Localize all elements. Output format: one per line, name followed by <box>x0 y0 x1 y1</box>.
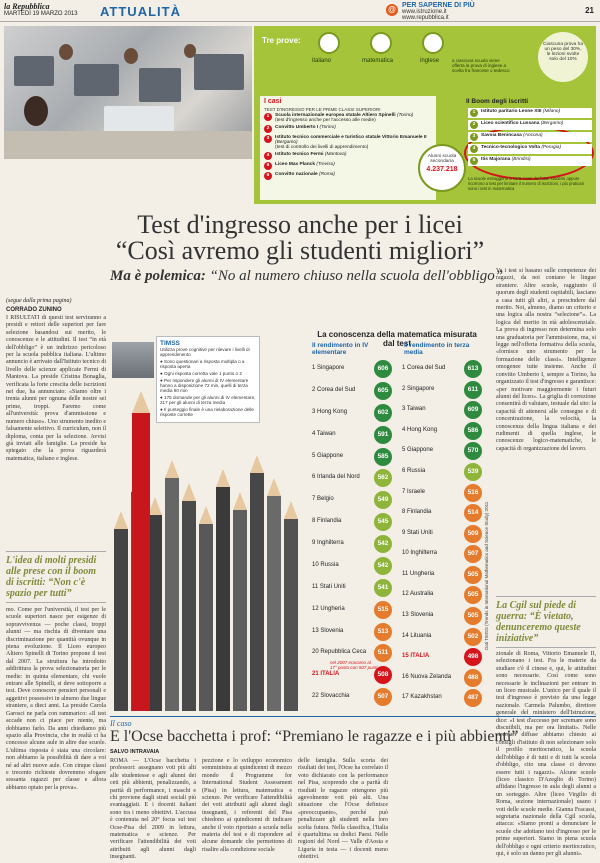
pencil-tip <box>114 511 128 529</box>
quote-box <box>6 551 106 603</box>
caso-note: (test d'ingresso anche per l'accesso alle medie) <box>275 118 376 123</box>
boom-number: 4 <box>470 145 478 153</box>
chart-score: 505 <box>464 566 482 584</box>
chart-score: 591 <box>374 426 392 444</box>
chart-score: 570 <box>464 442 482 460</box>
chart-left-list <box>312 360 394 710</box>
pencil-tip <box>267 478 281 496</box>
article-body-4: zionale di Roma, Vittorio Emanuele II, selezionano i test. Fra le materie da studiare c'è il cinese e, qui, le attitudini sono necessarie. Così come sono necessarie le inclinazioni per entrare in un liceo musicale. L'unico per il quale il test d'ingresso è previsto da una legge nazionale. Carmela Palumbo, direttore generale del ministero dell'Istruzione, dice: «I test d'accesso per scremare sono discutibili, ma per ora limitati». Nelle circolari diffuse abbiamo chiesto ai consigli d'istituto di non selezionare solo il profilo meritocratico, la scuola dell'obbligo è di tutti e di tutti la scuola d'obbligo, cito una classe ci devono essere tutti i ragazzi». Alcune scuole (liceo classico D'Azeglio di Torino) affidano l'ingresso in aula degli alunni a un sorteggio. Altre (liceo Virgilio di Roma, sezione internazionale) usano i voti delle scuole medie. Gianna Fracassi, segretaria nazionale della Cgil scuola, attacca: «Siamo pronti a denunciare le scuole che adottano test d'ingresso per le prime superiori. Siamo in piena scuola dell'obbligo e ogni criterio meritocratico, qui, è solo un danno per gli alunni». <box>496 651 596 857</box>
chart-score: 507 <box>374 688 392 706</box>
chart-row-label: 20 Repubblica Ceca <box>312 649 367 656</box>
pencil <box>216 469 230 711</box>
chart-row-label: 13 Slovenia <box>312 627 344 634</box>
caso-note: (test di controllo dei livelli di apprendimento) <box>275 145 369 150</box>
caso-item <box>260 151 436 161</box>
boom-text <box>481 133 543 141</box>
chart-row-label: 3 Taiwan <box>402 406 426 413</box>
caso-item <box>260 134 436 151</box>
subject-inglese: inglese <box>420 58 440 64</box>
chart-row-label: 3 Hong Kong <box>312 408 348 415</box>
chart-score: 549 <box>374 491 392 509</box>
subject-matematica: matematica <box>362 58 394 64</box>
chart-row-label: 15 ITALIA <box>402 653 430 660</box>
chart-row-label: 12 Australia <box>402 591 434 598</box>
chart-row-label: 8 Finlandia <box>402 509 432 516</box>
pencil <box>250 455 264 711</box>
boom-item <box>468 144 592 154</box>
caso-place: (Mantova) <box>324 152 347 157</box>
timss-item: ● Sono questionari a risposta multipla o a risposta aperta <box>160 359 245 369</box>
chart-score: 602 <box>374 404 392 422</box>
exam-photo <box>112 342 154 378</box>
pencil <box>182 483 196 711</box>
boom-text <box>481 145 561 153</box>
chart-row-label: 6 Russia <box>402 467 426 474</box>
info-link-repubblica[interactable]: www.repubblica.it <box>402 15 449 21</box>
chart-score: 515 <box>374 601 392 619</box>
chart-row-label: 11 Ungheria <box>402 570 435 577</box>
pencil-tip <box>199 506 213 524</box>
caso-item <box>260 161 436 171</box>
boom-name: Savoia Benincasa <box>481 133 524 138</box>
classroom-photo <box>4 26 252 159</box>
pencil <box>199 506 213 711</box>
pencils-illustration <box>110 336 310 711</box>
caso-name: Scuola internazionale europea statale Altiero Spinelli <box>275 113 397 118</box>
chart-score: 611 <box>464 381 482 399</box>
caso-place: (Roma) <box>318 172 335 177</box>
italy-2007-note: nel 2007 eravamo al 17° posto con 507 punti <box>330 660 378 670</box>
chart-score: 502 <box>464 628 482 646</box>
chart-row-label: 10 Russia <box>312 561 339 568</box>
pencil-tip <box>250 455 264 473</box>
caso-number: 4 <box>264 152 272 160</box>
pencil <box>165 460 179 711</box>
boom-number: 3 <box>470 133 478 141</box>
chart-row-label: 5 Giappone <box>402 447 434 454</box>
caso-place: (Treviso) <box>316 162 335 167</box>
chart-row-label: 4 Taiwan <box>312 430 336 437</box>
chart-score: 488 <box>464 669 482 687</box>
chart-left-header: Il rendimento in IV elementare <box>312 342 369 356</box>
alunni-label: Alunni scuola secondaria <box>427 154 457 164</box>
il-caso-kicker: Il caso <box>110 716 596 728</box>
cgil-box-title: La Cgil sul piede di guerra: “È vietato, denunceremo queste iniziative” <box>496 600 581 644</box>
timss-item: ● Ogni risposta corretta vale 1 punto o 2 <box>160 371 242 376</box>
timss-item: ● Per rispondere gli alunni di IV elementare hanno a disposizione 72 min, quelli di terza media 90 min <box>160 378 249 393</box>
red-pencil <box>132 391 150 711</box>
chart-score: 541 <box>374 579 392 597</box>
article-subtitle <box>110 268 510 285</box>
boom-place: (Bergamo) <box>540 121 564 126</box>
il-caso-article <box>110 716 596 863</box>
cgil-box <box>496 596 596 648</box>
page-number: 21 <box>585 6 594 15</box>
boom-text <box>481 121 563 129</box>
chart-score: 542 <box>374 535 392 553</box>
caso-number: 5 <box>264 162 272 170</box>
boom-place: (Ancona) <box>523 133 543 138</box>
casi-list <box>260 112 436 181</box>
chart-score: 542 <box>374 557 392 575</box>
math-ranking-chart <box>312 330 482 715</box>
chart-row-label: 9 Stati Uniti <box>402 529 433 536</box>
chart-source: Dati TIMSS (Trends in International Mathematics and Science Study) 2011 <box>484 501 489 650</box>
alunni-value: 4.237.218 <box>426 166 458 173</box>
caso-text <box>275 135 432 150</box>
chart-right-list <box>402 360 484 710</box>
caso-text <box>275 113 413 123</box>
article-title-line1: Test d'ingresso anche per i licei <box>137 210 463 239</box>
boom-list <box>468 108 592 168</box>
chart-score: 586 <box>464 422 482 440</box>
chart-score: 509 <box>464 525 482 543</box>
chart-row-label: 7 Israele <box>402 488 426 495</box>
chart-row-label: 1 Singapore <box>312 365 345 371</box>
article-body-3: Ve i test si basano sulle competenze dei ragazzi, da noi contano le lingue straniere. Altre scuole, raggiunto il quorum degli studenti ospitabili, lasciano a casa tutti gli altri, a prescindere dal merito. Noi, almeno, diamo un criterio e una logica alla nostra “selezione”». La logica del merito in età adolescenziale. La prova di ingresso non determina solo una graduatoria per l'ammissione, ma, si legge nell'offerta formativa della scuola, «fornisce uno strumento per la formazione delle classi». Intelligenze omogenee tutte insieme. Anche il convitto Umberto I, sempre a Torino, ha organizzato il test d'ingresso e garantisce: «per motivare maggiormente i futuri alunni del liceo». La griglia di correzione consentirà di valutare, testuale dal sito: la capacità di attenersi alle consegne e di concentrazione, la velocità, la conoscenza della lingua italiana e dei rudimenti di quella inglese, le conoscenze logico-matematiche, le capacità di organizzazione del lavoro. <box>496 268 596 452</box>
timss-desc: Utilizza prove cognitive per rilevare i livelli di apprendimento <box>160 347 250 357</box>
boom-place: (Milano) <box>542 109 561 114</box>
casi-title: I casi <box>264 98 282 105</box>
caso-name: Istituto tecnico Fermi <box>275 152 325 157</box>
pencil-tip <box>182 483 196 501</box>
test-infographic <box>254 26 596 204</box>
boom-item <box>468 108 592 118</box>
chart-title: La conoscenza della matematica misurata dal test <box>317 330 477 348</box>
pencil-tip <box>216 469 230 487</box>
chart-row-label: 8 Finlandia <box>312 518 342 525</box>
boom-number: 2 <box>470 121 478 129</box>
caso-number: 6 <box>264 172 272 180</box>
boom-note: La scuole estraggono a sorte nomi dei futuri studenti oppure ricorrono a test per limitare il numero di iscrizioni, i più praticati sono i test in matematica <box>468 176 584 191</box>
pencil-tip <box>233 492 247 510</box>
chart-score: 498 <box>464 648 482 666</box>
boom-name: Liceo scientifico Lussana <box>481 121 541 126</box>
info-links <box>402 2 475 21</box>
article-title <box>110 212 490 264</box>
info-link-istruzione[interactable]: www.istruzione.it <box>402 9 447 15</box>
chart-row-label: 12 Ungheria <box>312 605 345 612</box>
chart-score: 508 <box>374 666 392 684</box>
boom-item <box>468 120 592 130</box>
caso-text <box>275 125 336 133</box>
chart-score: 539 <box>464 463 482 481</box>
caso-number: 3 <box>264 135 272 143</box>
pencil <box>233 492 247 711</box>
timss-box <box>156 336 260 423</box>
chart-score: 513 <box>374 623 392 641</box>
caso-place: (Bergamo) <box>275 140 298 145</box>
article-body-1: I RISULTATI di questi test serviranno a presidi e rettori delle superiori per fare selezione basandosi sui merito, le conoscenze e le attitudini. Il test “in età dell'obbligo” è un indirizzo pericoloso per la scuola pubblica italiana. L'ultimo annuncio è arrivato dall'Istituto tecnico di livello delle scienze applicate Fermi di Mantova. La preside Cristina Bonaglia, verificata la forte crescita delle iscrizioni nei due, ha annunciato: «Siamo oltre i trenta alunni per ognuna delle nostre sei prime, troppi. Faremo come all'università: prova d'ammissione e numero chiuso». Uno strumento inedito e falsamente selettivo. Il curriculum, non il diploma, conta per la selezione. Avvisi già inviati alle famiglie. La preside ha spiegato che la prova riguarderà matematica, italiano e inglese. <box>6 315 106 462</box>
subtitle-quote: “No al numero chiuso nella scuola dell'obbligo” <box>209 268 504 284</box>
weight-note: Ciascuna prova ha un peso del 30%, le lezioni svolte solo del 10% <box>538 32 588 82</box>
caso-place: (Torino) <box>396 113 414 118</box>
chart-score: 606 <box>374 360 392 378</box>
caso-item <box>260 124 436 134</box>
chart-row-label: 14 Lituania <box>402 632 432 639</box>
caso-place: (Torino) <box>319 125 336 130</box>
caso-name: Istituto tecnico commerciale e turistico statale Vittorio Emanuele II <box>275 135 427 140</box>
pencil <box>284 501 298 711</box>
quote-box-title: L'idea di molti presidi alle prese con il boom di iscritti: “Non c'è spazio per tutti” <box>6 555 97 599</box>
chart-row-label: 2 Corea del Sud <box>312 386 356 393</box>
caso-number: 1 <box>264 113 272 121</box>
il-caso-body-3: delle famiglia. Sulla scorta dei risultati dei test, l'Ocse ha correlato il voto dichiarato con la performance nel Pisa, scoprendo che a parità di risultati le ragazze ottengono più agevolmente voti più alti. Una situazione che l'Ocse definisce «preoccupante», perché può penalizzare gli studenti nella loro scelta futura. Nella classifica, l'Italia è quartultima su dodici Paesi. Nelle regioni del Nord — Valle d'Aosta e Liguria in testa — i docenti meno obiettivi. <box>298 758 388 861</box>
caso-name: Convitto nazionale <box>275 172 319 177</box>
chart-row-label: 22 Slovacchia <box>312 693 350 700</box>
boom-name: Tecnico-tecnologico Volta <box>481 145 542 150</box>
chart-score: 609 <box>464 401 482 419</box>
info-links-title: PER SAPERNE DI PIÙ <box>402 2 475 9</box>
il-caso-title: E l'Ocse bacchetta i prof: “Premiano le ragazze e i più abbienti” <box>110 728 519 745</box>
author: CORRADO ZUNINO <box>6 307 62 313</box>
at-icon: @ <box>386 4 398 16</box>
pencil <box>114 511 128 711</box>
boom-item <box>468 156 592 166</box>
boom-name: Istituto paritario Leone XIII <box>481 109 543 114</box>
alunni-badge <box>418 144 466 192</box>
boom-item <box>468 132 592 142</box>
chart-row-label: 9 Inghilterra <box>312 540 344 546</box>
chart-row-label: 6 Irlanda del Nord <box>312 474 360 481</box>
chart-score: 545 <box>374 513 392 531</box>
chart-score: 511 <box>374 644 392 662</box>
left-column <box>6 298 106 835</box>
boom-place: (Perugia) <box>541 145 562 150</box>
chart-score: 505 <box>464 586 482 604</box>
chart-row-label: 4 Hong Kong <box>402 426 438 433</box>
chart-score: 507 <box>464 545 482 563</box>
pencil <box>267 478 281 711</box>
article-body-2: mo. Come per l'università, il test per le scuole superiori nasce per esigenze di sopravvivenza — poche classi, troppi alunni — ma rischia di diventare una discriminazione per quantità ovunque in piena evoluzione. Il Liceo europeo Altiero Spinelli di Torino propone il test dal 2007. La struttura ha introdotto addirittura la prova selezionatoria per le medie: in quinta elementare, chi vuole entrare alle Spinelli, si deve sottoporre a test. Deve conoscere pensieri personali e aggettivi possessivi in almeno due lingue straniere, a dieci anni. La preside Carola Garosci ne parla con rammarico: «Il test accade non ci piace per niente, ma dobbiamo farlo. Da anni chiediamo più spazio alla Provincia, che in realtà ci ha concesso alcune aule in altre due scuole. L'ultima risposta è stata una circolare: non abbiamo la possibilità di dare a voi né ad altri nuove aule. Con cinque classi e trecento richieste dovremmo sfogare sessanta ragazzi per classe e allora abbiamo optato per la prova». <box>6 607 106 791</box>
timss-item: ● 175 domande per gli alunni di IV elementare, 217 per gli alunni di terza media <box>160 395 256 405</box>
chart-row-label: 1 Corea del Sud <box>402 365 446 371</box>
caso-text <box>275 162 335 170</box>
chart-row-label: 10 Inghilterra <box>402 550 438 557</box>
red-pencil-tip <box>132 391 150 413</box>
chart-score: 613 <box>464 360 482 378</box>
chart-row-label: 11 Stati Uniti <box>312 583 346 590</box>
caso-text <box>275 172 335 180</box>
tre-prove-label: Tre prove: <box>262 36 301 45</box>
inglese-note: a ciascuna scuola viene offerta la prova di inglese a scelta fra francese o tedesco <box>452 58 510 73</box>
newspaper-logo: la Repubblica <box>4 2 50 11</box>
section-name: ATTUALITÀ <box>100 4 181 19</box>
chart-score: 585 <box>374 448 392 466</box>
chart-score: 562 <box>374 469 392 487</box>
chart-row-label: 13 Slovenia <box>402 612 434 619</box>
chart-score: 514 <box>464 504 482 522</box>
calculator-icon <box>370 32 392 54</box>
casi-box <box>260 96 436 200</box>
caso-text <box>275 152 346 160</box>
pencil <box>148 497 162 711</box>
chart-row-label: 7 Belgio <box>312 496 334 503</box>
pencil-tip <box>148 497 162 515</box>
flag-icon <box>422 32 444 54</box>
book-icon <box>318 32 340 54</box>
article-title-line2: “Così avremo gli studenti migliori” <box>115 236 485 265</box>
timss-title: TIMSS <box>160 340 180 347</box>
caso-item <box>260 112 436 124</box>
caso-item <box>260 171 436 181</box>
boom-title: Il Boom degli iscritti <box>466 98 529 105</box>
casi-subtitle: TEST D'INGRESSO PER LE PRIME CLASSI SUPERIORI <box>264 107 381 112</box>
timss-item: ● Il punteggio finale è una rielaborazione delle risposte corrette <box>160 407 254 417</box>
chart-score: 605 <box>374 382 392 400</box>
pencil-tip <box>284 501 298 519</box>
chart-score: 487 <box>464 689 482 707</box>
caso-name: Convitto Umberto I <box>275 125 320 130</box>
boom-place: (Brindisi) <box>511 157 531 162</box>
chart-row-label: 16 Nuova Zelanda <box>402 673 452 680</box>
page-header <box>0 0 600 22</box>
chart-row-label: 17 Kazakhstan <box>402 694 442 701</box>
boom-number: 5 <box>470 157 478 165</box>
subject-italiano: italiano <box>312 58 332 64</box>
il-caso-body-1: ROMA — L'Ocse bacchetta i professori: assegnano voti più alti alle studentesse e agli alunni dei ceti più abbienti, penalizzando, a parità di performance, i maschi e chi proviene dagli strati sociali più svantaggiati. E i docenti italiani sono tra i meno obiettivi. L'accusa è contenuta nel 20° focus sui test Ocse-Pisa del 2009 in lettura, matematica e scienze. Per verificare l'attendibilità dei voti attribuiti agli alunni dagli insegnanti. <box>110 758 196 861</box>
boom-name: Itis Majorana <box>481 157 512 162</box>
timss-items <box>160 359 256 417</box>
issue-date: MARTEDÌ 19 MARZO 2013 <box>4 11 78 17</box>
il-caso-body-2: pezzione e lo sviluppo economico somministra ai quindicenni di mezzo mondo il Programme for International Student Assessment (Pisa) in lettura, matematica e scienze. Per verificare l'attendibilità dei voti attribuiti agli alunni dagli insegnanti, i referenti del Pisa chiedono ai quindicenni di indicare anche il voto riportato a scuola nella materia del test e di rispondere ad alcune domande che permettono di risalire alla condizione sociale <box>202 758 292 853</box>
follow-note: (segue dalla prima pagina) <box>6 298 72 304</box>
chart-row-label: 21 ITALIA <box>312 671 340 678</box>
chart-right-header: Il rendimento in terza media <box>404 342 470 356</box>
caso-number: 2 <box>264 125 272 133</box>
chart-row-label: 2 Singapore <box>402 385 435 392</box>
subtitle-pre: Ma è polemica: <box>110 268 206 284</box>
chart-row-label: 5 Giappone <box>312 452 344 459</box>
caso-name: Liceo Max Planck <box>275 162 317 167</box>
boom-text <box>481 109 560 117</box>
pencil-tip <box>165 460 179 478</box>
chart-score: 516 <box>464 484 482 502</box>
boom-number: 1 <box>470 109 478 117</box>
chart-score: 505 <box>464 607 482 625</box>
il-caso-author: SALVO INTRAVAIA <box>110 749 160 755</box>
boom-text <box>481 157 531 165</box>
